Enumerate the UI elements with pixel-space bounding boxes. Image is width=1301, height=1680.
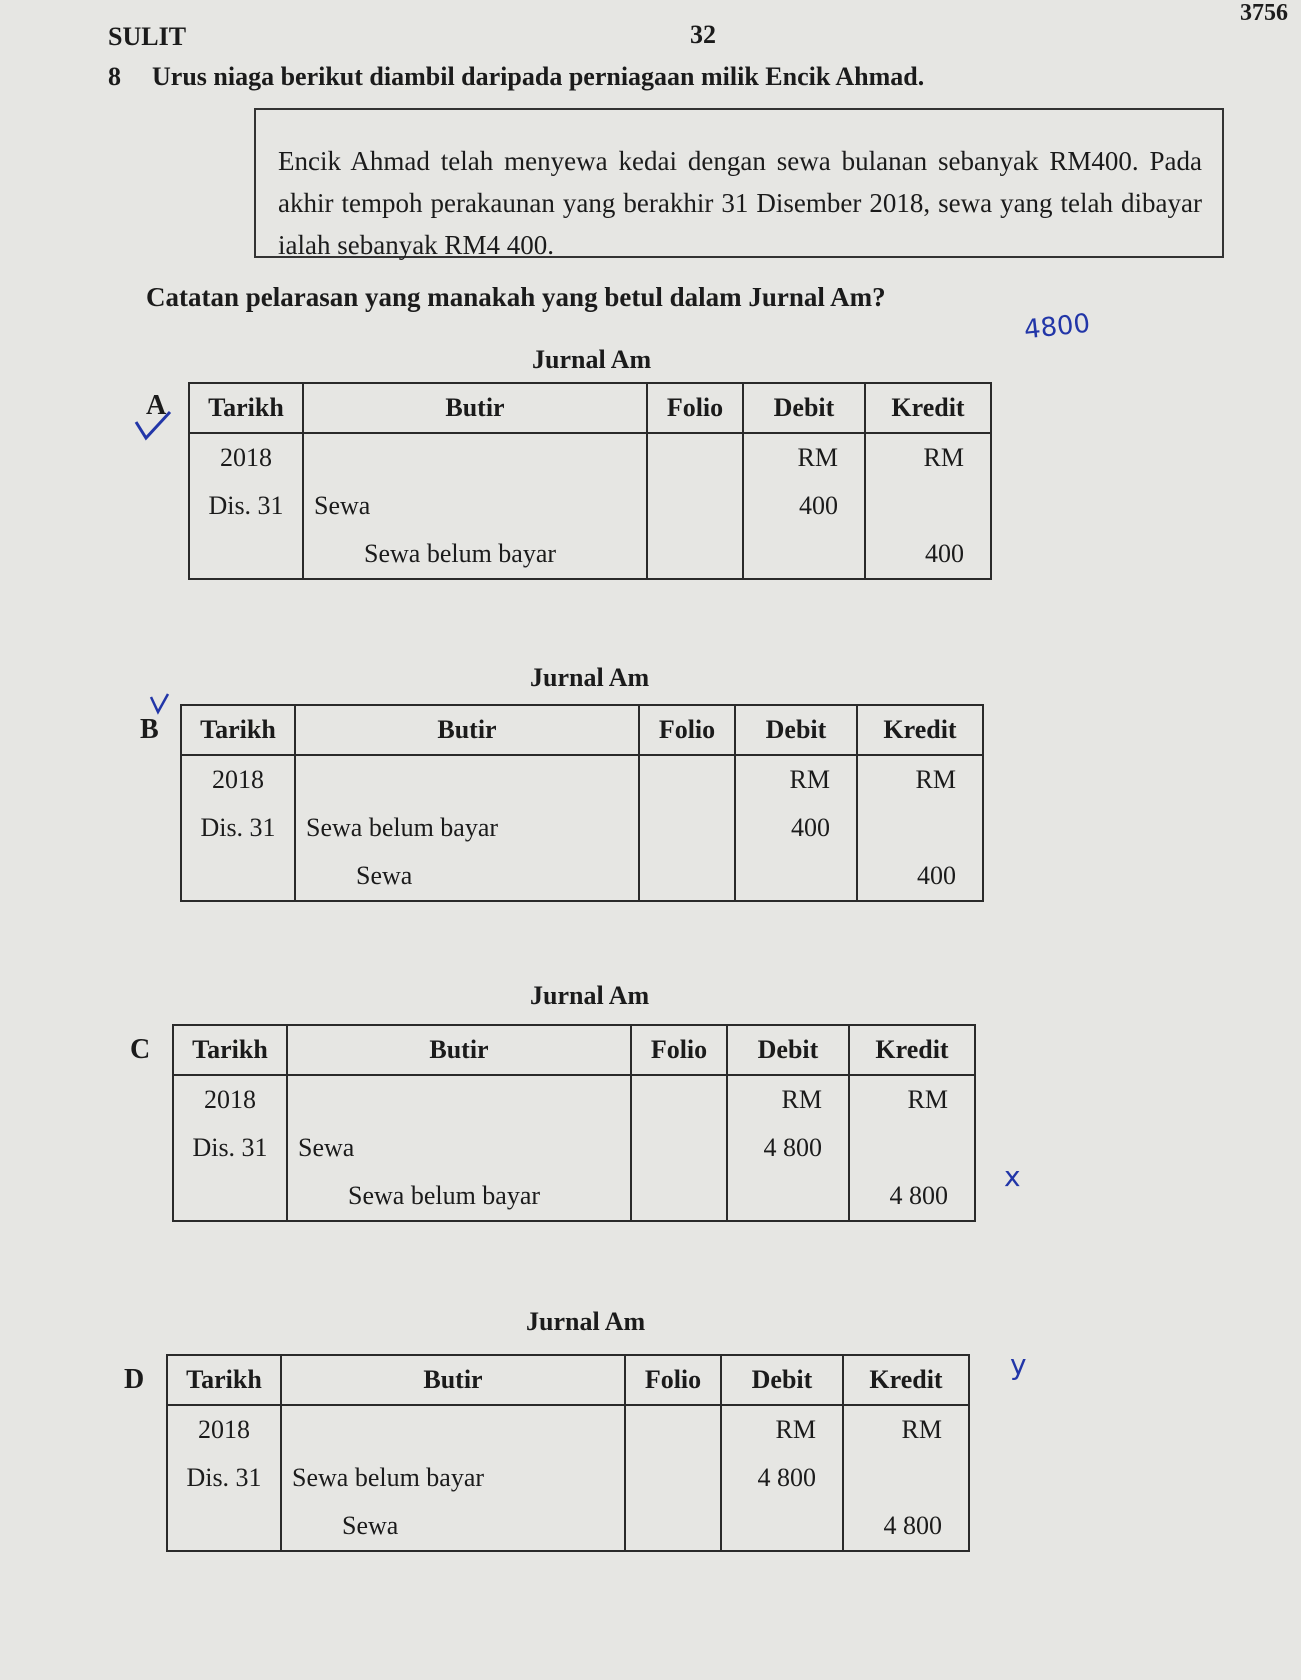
journal-title: Jurnal Am [532,345,652,374]
handwritten-note: 4800 [1022,308,1092,346]
debit-unit: RM [727,1075,849,1124]
question-line [108,62,924,92]
credit-account: Sewa belum bayar [287,1172,631,1221]
year-cell: 2018 [181,755,295,804]
debit-amount: 4 800 [721,1454,843,1502]
col-butir: Butir [281,1355,625,1405]
question-text: Urus niaga berikut diambil daripada perniagaan milik Encik Ahmad. [152,62,925,91]
question-prompt: Catatan pelarasan yang manakah yang betul dalam Jurnal Am? [146,282,886,312]
journal-table [166,1354,970,1552]
journal-table [188,382,992,580]
question-number: 8 [108,62,121,91]
debit-account: Sewa [287,1124,631,1172]
option-letter: D [124,1364,145,1395]
col-tarikh: Tarikh [181,705,295,755]
col-kredit: Kredit [843,1355,969,1405]
credit-amount: 400 [865,530,991,579]
credit-unit: RM [865,433,991,482]
col-folio: Folio [625,1355,721,1405]
col-folio: Folio [639,705,735,755]
col-tarikh: Tarikh [189,383,303,433]
col-tarikh: Tarikh [173,1025,287,1075]
col-folio: Folio [647,383,743,433]
credit-amount: 400 [857,852,983,901]
handwritten-mark: x [1004,1160,1021,1193]
header-sulit: SULIT [108,22,187,51]
credit-amount: 4 800 [843,1502,969,1551]
col-butir: Butir [303,383,647,433]
credit-amount: 4 800 [849,1172,975,1221]
credit-account: Sewa [281,1502,625,1551]
year-cell: 2018 [167,1405,281,1454]
journal-table [180,704,984,902]
col-kredit: Kredit [857,705,983,755]
paper-code: 3756 [1240,0,1288,26]
col-butir: Butir [295,705,639,755]
debit-amount: 4 800 [727,1124,849,1172]
option-letter: B [140,714,159,745]
checkmark-icon [132,408,174,442]
col-debit: Debit [743,383,865,433]
debit-amount: 400 [735,804,857,852]
credit-account: Sewa belum bayar [303,530,647,579]
journal-title: Jurnal Am [530,663,650,692]
col-debit: Debit [735,705,857,755]
journal-title: Jurnal Am [530,981,650,1010]
col-kredit: Kredit [849,1025,975,1075]
date-cell: Dis. 31 [173,1124,287,1172]
debit-amount: 400 [743,482,865,530]
option-letter: A [146,390,167,421]
option-letter: C [130,1034,151,1065]
col-debit: Debit [721,1355,843,1405]
date-cell: Dis. 31 [181,804,295,852]
debit-unit: RM [743,433,865,482]
debit-account: Sewa [303,482,647,530]
handwritten-mark: y [1010,1348,1027,1381]
debit-account: Sewa belum bayar [281,1454,625,1502]
credit-unit: RM [843,1405,969,1454]
col-folio: Folio [631,1025,727,1075]
journal-title: Jurnal Am [526,1307,646,1336]
col-debit: Debit [727,1025,849,1075]
col-kredit: Kredit [865,383,991,433]
year-cell: 2018 [173,1075,287,1124]
checkmark-icon [148,692,172,716]
debit-unit: RM [735,755,857,804]
col-tarikh: Tarikh [167,1355,281,1405]
page-number: 32 [690,20,716,49]
credit-unit: RM [857,755,983,804]
credit-unit: RM [849,1075,975,1124]
date-cell: Dis. 31 [167,1454,281,1502]
date-cell: Dis. 31 [189,482,303,530]
year-cell: 2018 [189,433,303,482]
journal-table [172,1024,976,1222]
debit-account: Sewa belum bayar [295,804,639,852]
debit-unit: RM [721,1405,843,1454]
col-butir: Butir [287,1025,631,1075]
scenario-box: Encik Ahmad telah menyewa kedai dengan sewa bulanan sebanyak RM400. Pada akhir tempoh perakaunan yang berakhir 31 Disember 2018, sewa yang telah dibayar ialah sebanyak RM4 400. [254,108,1224,258]
credit-account: Sewa [295,852,639,901]
